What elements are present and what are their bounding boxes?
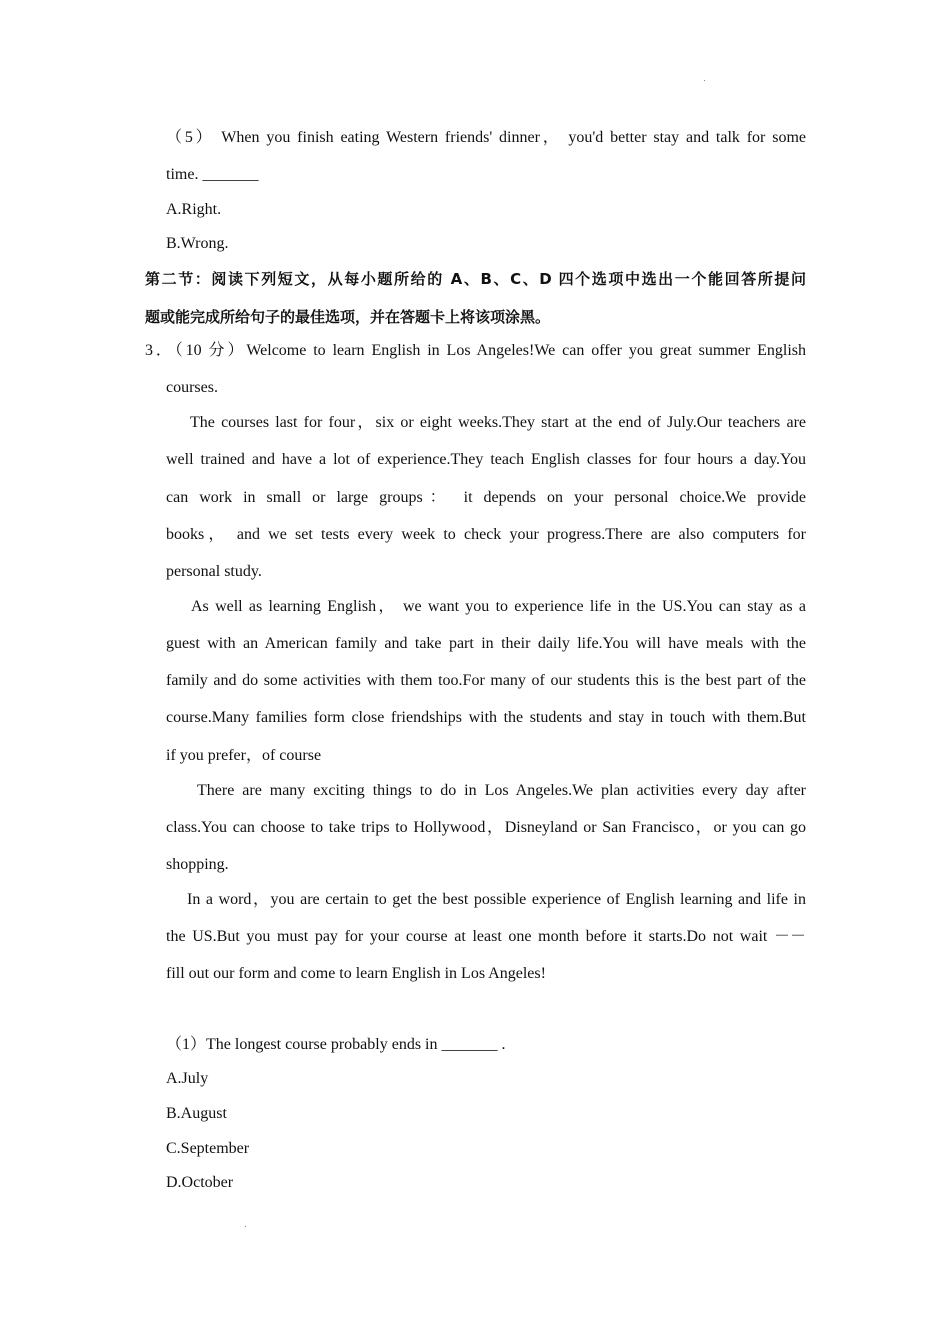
paragraph-2-line: As well as learning English， we want you to experience life in the US.You can stay as a	[191, 598, 806, 615]
question-1-option-b[interactable]: B.August	[166, 1105, 227, 1122]
paragraph-2-line: guest with an American family and take part in their daily life.You will have meals with the	[166, 635, 806, 652]
paragraph-1-line: personal study.	[166, 563, 262, 580]
paragraph-3-line: There are many exciting things to do in Los Angeles.We plan activities every day after	[197, 782, 806, 799]
scan-mark	[704, 80, 705, 81]
question-1-option-a[interactable]: A.July	[166, 1070, 209, 1087]
section-2-instruction-continued: 题或能完成所给句子的最佳选项，并在答题卡上将该项涂黑。	[145, 308, 551, 326]
paragraph-2-line: family and do some activities with them too.For many of our students this is the best part of the	[166, 672, 806, 689]
paragraph-4-line: the US.But you must pay for your course at least one month before it starts.Do not wait －－	[166, 928, 806, 945]
question-5-option-b[interactable]: B.Wrong.	[166, 235, 229, 252]
paragraph-1-line: books， and we set tests every week to check your progress.There are also computers for	[166, 526, 806, 543]
paragraph-2-line: course.Many families form close friendships with the students and stay in touch with them.But	[166, 709, 806, 726]
question-1-option-c[interactable]: C.September	[166, 1140, 250, 1157]
paragraph-4-line: fill out our form and come to learn English in Los Angeles!	[166, 965, 546, 982]
paragraph-1-line: well trained and have a lot of experience.They teach English classes for four hours a day.You	[166, 451, 806, 468]
paragraph-2-line: if you prefer，of course	[166, 747, 322, 764]
question-5-stem: （5） When you finish eating Western friends' dinner， you'd better stay and talk for some	[166, 129, 806, 146]
section-2-instruction: 第二节：阅读下列短文，从每小题所给的 A、B、C、D 四个选项中选出一个能回答所提问	[145, 270, 806, 288]
question-1-stem: （1）The longest course probably ends in _______ .	[166, 1036, 506, 1053]
question-5-option-a[interactable]: A.Right.	[166, 201, 222, 218]
paragraph-1-line: can work in small or large groups： it depends on your personal choice.We provide	[166, 489, 806, 506]
scan-mark	[245, 1226, 246, 1227]
question-5-stem-continued: time. _______	[166, 166, 259, 183]
question-1-option-d[interactable]: D.October	[166, 1174, 234, 1191]
paragraph-3-line: class.You can choose to take trips to Hollywood，Disneyland or San Francisco，or you can go	[166, 819, 806, 836]
passage-3-intro: 3．（10 分）Welcome to learn English in Los Angeles!We can offer you great summer English	[145, 342, 806, 359]
passage-3-intro-continued: courses.	[166, 379, 218, 396]
paragraph-3-line: shopping.	[166, 856, 229, 873]
paragraph-4-line: In a word，you are certain to get the best possible experience of English learning and life in	[187, 891, 806, 908]
paragraph-1-line: The courses last for four，six or eight weeks.They start at the end of July.Our teachers are	[190, 414, 806, 431]
